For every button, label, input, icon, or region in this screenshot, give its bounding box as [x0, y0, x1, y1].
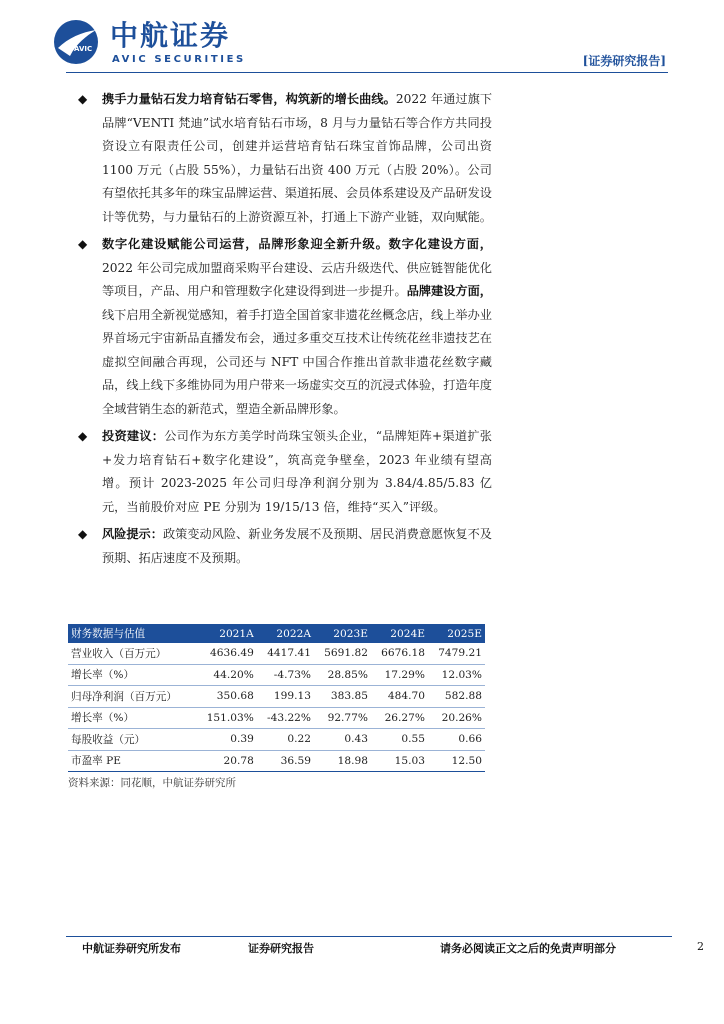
table-header-row [68, 624, 485, 643]
table-cell: 0.43 [344, 733, 368, 746]
page-number: 2 [697, 940, 704, 953]
table-cell: 7479.21 [438, 647, 482, 660]
bullet-investment-advice [72, 425, 492, 519]
table-cell: 12.50 [451, 754, 482, 767]
bullet-text: 2022 年通过旗下品牌“VENTI 梵迪”试水培育钻石市场，8 月与力量钻石等合作方共同投资设立有限责任公司，创建并运营培育钻石珠宝首饰品牌，公司出资 1100 万元（占股 55%），力量钻石出资 400 万元（占股 20%）。公司有望依托其多年的珠宝品牌运营、渠道拓展、会员体系建设及产品研发设计等优势，与力量钻石的上游资源互补，打通上下游产业链，双向赋能。 [102, 92, 493, 224]
table-cell: 92.77% [327, 711, 368, 724]
table-cell: 4417.41 [267, 647, 311, 660]
bullet-heading: 携手力量钻石发力培育钻石零售，构筑新的增长曲线。 [102, 92, 396, 106]
diamond-bullet-icon: ◆ [78, 237, 88, 251]
table-header-cell: 财务数据与估值 [68, 624, 196, 643]
table-cell: 20.78 [223, 754, 254, 767]
table-cell: 350.68 [216, 690, 254, 703]
bullet-digitalization [72, 233, 492, 421]
table-cell: 4636.49 [210, 647, 254, 660]
bullet-heading: 投资建议： [102, 429, 165, 443]
avic-logo-icon [52, 18, 100, 66]
table-cell: 44.20% [213, 668, 254, 681]
bullet-risk-warning [72, 523, 492, 570]
table-cell: -43.22% [267, 711, 311, 724]
table-header-cell: 2025E [428, 624, 485, 643]
table-row [68, 729, 485, 751]
diamond-bullet-icon: ◆ [78, 92, 88, 106]
page-header [0, 0, 724, 80]
table-cell: 582.88 [444, 690, 482, 703]
table-cell: 增长率（%） [71, 712, 135, 725]
logo-english-name: AVIC SECURITIES [112, 54, 246, 65]
footer-divider [66, 936, 672, 937]
table-cell: 26.27% [384, 711, 425, 724]
bullet-subheading: 品牌建设方面， [406, 284, 492, 298]
table-cell: 18.98 [337, 754, 368, 767]
table-header-cell: 2024E [371, 624, 428, 643]
footer-report-type: 证券研究报告 [248, 942, 314, 955]
table-cell: 151.03% [206, 711, 254, 724]
bullet-lab-diamond [72, 88, 492, 229]
bullet-heading: 风险提示： [102, 527, 163, 541]
bullet-heading: 数字化建设赋能公司运营，品牌形象迎全新升级。数字化建设方面， [102, 237, 492, 251]
report-type-tag: [证券研究报告] [582, 54, 666, 68]
bullet-text-2: 线下启用全新视觉感知，着手打造全国首家非遗花丝概念店，线上举办业界首场元宇宙新品直播发布会，通过多重交互技术让传统花丝非遗技艺在虚拟空间融合再现，公司还与 NFT 中国合作推出首款非遗花丝数字藏品，线上线下多维协同为用户带来一场虚实交互的沉浸式体验，打造年度全域营销生态的新范式，塑造全新品牌形象。 [102, 307, 492, 416]
financial-forecast-table [68, 624, 485, 772]
table-cell: 17.29% [384, 668, 425, 681]
bullet-text: 公司作为东方美学时尚珠宝领头企业，“品牌矩阵+渠道扩张+发力培育钻石+数字化建设”，筑高竞争壁垒，2023 年业绩有望高增。预计 2023-2025 年公司归母净利润分别为 3.84/4.85/5.83 亿元，当前股价对应 PE 分别为 19/15/13 倍，维持“买入”评级。 [102, 429, 492, 514]
table-cell: 0.39 [230, 733, 254, 746]
footer-publisher: 中航证券研究所发布 [82, 942, 181, 955]
logo-chinese-name: 中航证券 [110, 19, 231, 52]
table-cell: 市盈率 PE [71, 755, 122, 768]
bullet-text: 2022 年公司完成加盟商采购平台建设、云店升级迭代、供应链智能优化等项目，产品、用户和管理数字化建设得到进一步提升。 [102, 260, 492, 298]
table-cell: 36.59 [280, 754, 311, 767]
table-cell: 增长率（%） [71, 669, 135, 682]
table-cell: 12.03% [441, 668, 482, 681]
table-cell: 0.66 [458, 733, 482, 746]
table-cell: -4.73% [273, 668, 311, 681]
table-cell: 每股收益（元） [71, 733, 146, 746]
table-cell: 营业收入（百万元） [71, 647, 167, 660]
table-row [68, 664, 485, 686]
table-row [68, 707, 485, 729]
table-cell: 6676.18 [381, 647, 425, 660]
table-row [68, 750, 485, 772]
logo-mark-text: AVIC [74, 45, 93, 53]
table-cell: 15.03 [394, 754, 425, 767]
table-cell: 0.55 [401, 733, 425, 746]
table-source-note: 资料来源：同花顺，中航证券研究所 [68, 777, 236, 789]
table-cell: 199.13 [273, 690, 311, 703]
table-header-cell: 2023E [314, 624, 371, 643]
table-row [68, 643, 485, 664]
table-header-cell: 2022A [257, 624, 314, 643]
report-body [72, 88, 492, 574]
diamond-bullet-icon: ◆ [78, 527, 88, 541]
table-cell: 383.85 [330, 690, 368, 703]
table-cell: 0.22 [287, 733, 311, 746]
diamond-bullet-icon: ◆ [78, 429, 88, 443]
footer-disclaimer-note: 请务必阅读正文之后的免责声明部分 [440, 942, 616, 955]
table-cell: 归母净利润（百万元） [71, 690, 177, 703]
table-cell: 28.85% [327, 668, 368, 681]
table-cell: 20.26% [441, 711, 482, 724]
table-header-cell: 2021A [196, 624, 257, 643]
table-cell: 484.70 [387, 690, 425, 703]
table-row [68, 686, 485, 708]
financial-table-section [68, 624, 485, 790]
bullet-text: 政策变动风险、新业务发展不及预期、居民消费意愿恢复不及预期、拓店速度不及预期。 [102, 527, 492, 565]
header-divider [66, 72, 668, 73]
table-cell: 5691.82 [324, 647, 368, 660]
